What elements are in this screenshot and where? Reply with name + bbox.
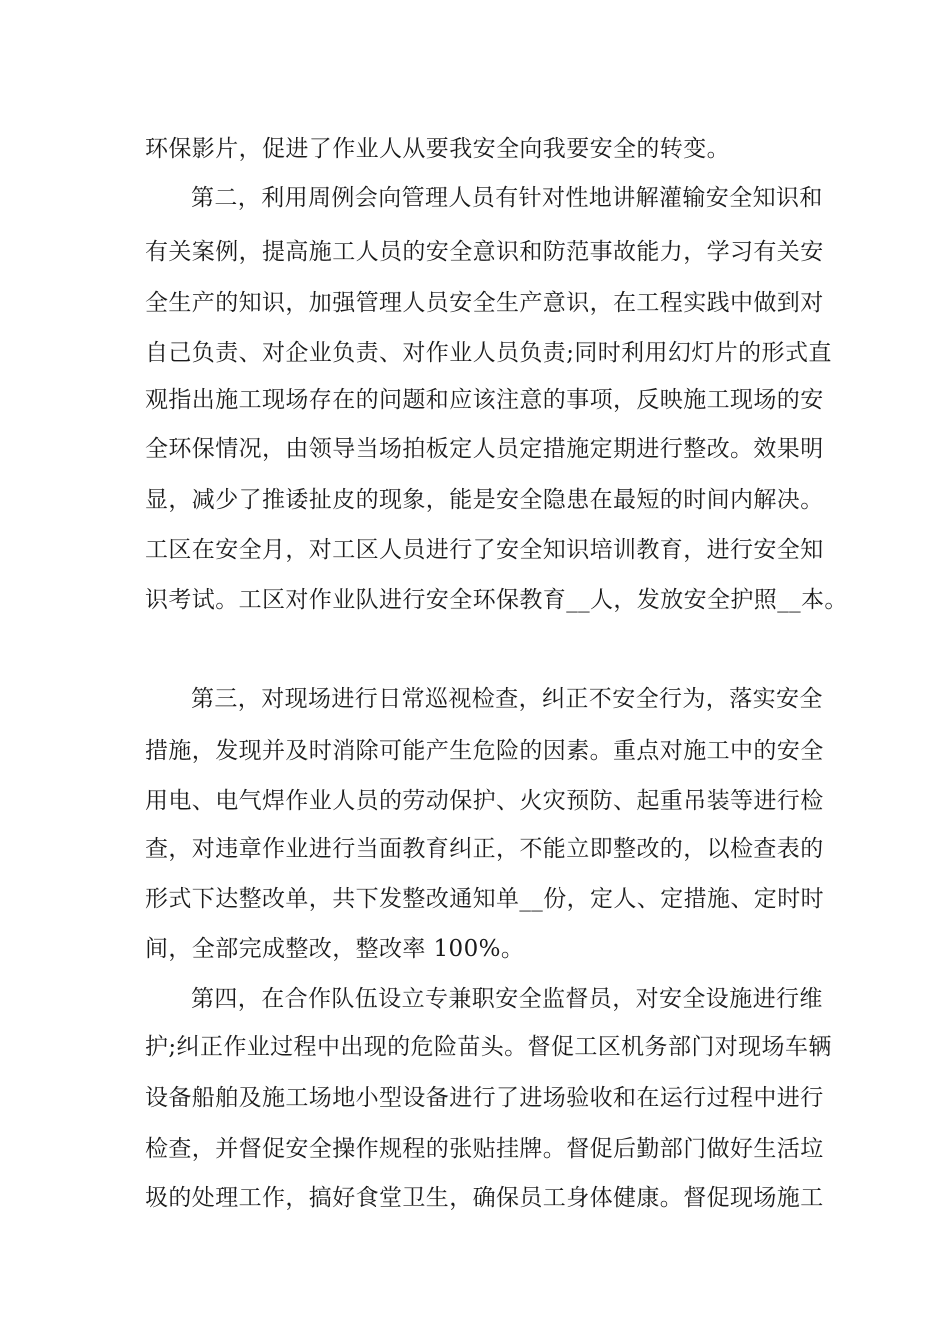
text-line: 用电、电气焊作业人员的劳动保护、火灾预防、起重吊装等进行检 xyxy=(145,788,824,814)
text-line: 措施，发现并及时消除可能产生危险的因素。重点对施工中的安全 xyxy=(145,738,824,764)
text-line: 设备船舶及施工场地小型设备进行了进场验收和在运行过程中进行 xyxy=(145,1085,824,1111)
text-line: 形式下达整改单，共下发整改通知单__份，定人、定措施、定时时 xyxy=(145,886,824,912)
text-line: 自己负责、对企业负责、对作业人员负责;同时利用幻灯片的形式直 xyxy=(145,340,832,366)
text-line: 有关案例，提高施工人员的安全意识和防范事故能力，学习有关安 xyxy=(145,239,824,265)
text-line: 环保影片，促进了作业人从要我安全向我要安全的转变。 xyxy=(145,136,730,162)
paragraph-4-start: 第四，在合作队伍设立专兼职安全监督员，对安全设施进行维 xyxy=(191,986,823,1012)
text-line: 查，对违章作业进行当面教育纠正，不能立即整改的，以检查表的 xyxy=(145,836,824,862)
text-line: 工区在安全月，对工区人员进行了安全知识培训教育，进行安全知 xyxy=(145,537,824,563)
text-line: 识考试。工区对作业队进行安全环保教育__人，发放安全护照__本。 xyxy=(145,587,848,613)
text-line: 显，减少了推诿扯皮的现象，能是安全隐患在最短的时间内解决。 xyxy=(145,487,824,513)
text-line: 全生产的知识，加强管理人员安全生产意识，在工程实践中做到对 xyxy=(145,290,824,316)
paragraph-3-start: 第三，对现场进行日常巡视检查，纠正不安全行为，落实安全 xyxy=(191,686,823,712)
text-line: 圾的处理工作，搞好食堂卫生，确保员工身体健康。督促现场施工 xyxy=(145,1185,824,1211)
paragraph-2-start: 第二，利用周例会向管理人员有针对性地讲解灌输安全知识和 xyxy=(191,185,823,211)
text-line: 检查，并督促安全操作规程的张贴挂牌。督促后勤部门做好生活垃 xyxy=(145,1136,824,1162)
text-line: 护;纠正作业过程中出现的危险苗头。督促工区机务部门对现场车辆 xyxy=(145,1034,832,1060)
text-line: 全环保情况，由领导当场拍板定人员定措施定期进行整改。效果明 xyxy=(145,436,824,462)
text-line: 观指出施工现场存在的问题和应该注意的事项，反映施工现场的安 xyxy=(145,387,824,413)
text-line: 间，全部完成整改，整改率 100%。 xyxy=(145,936,525,962)
